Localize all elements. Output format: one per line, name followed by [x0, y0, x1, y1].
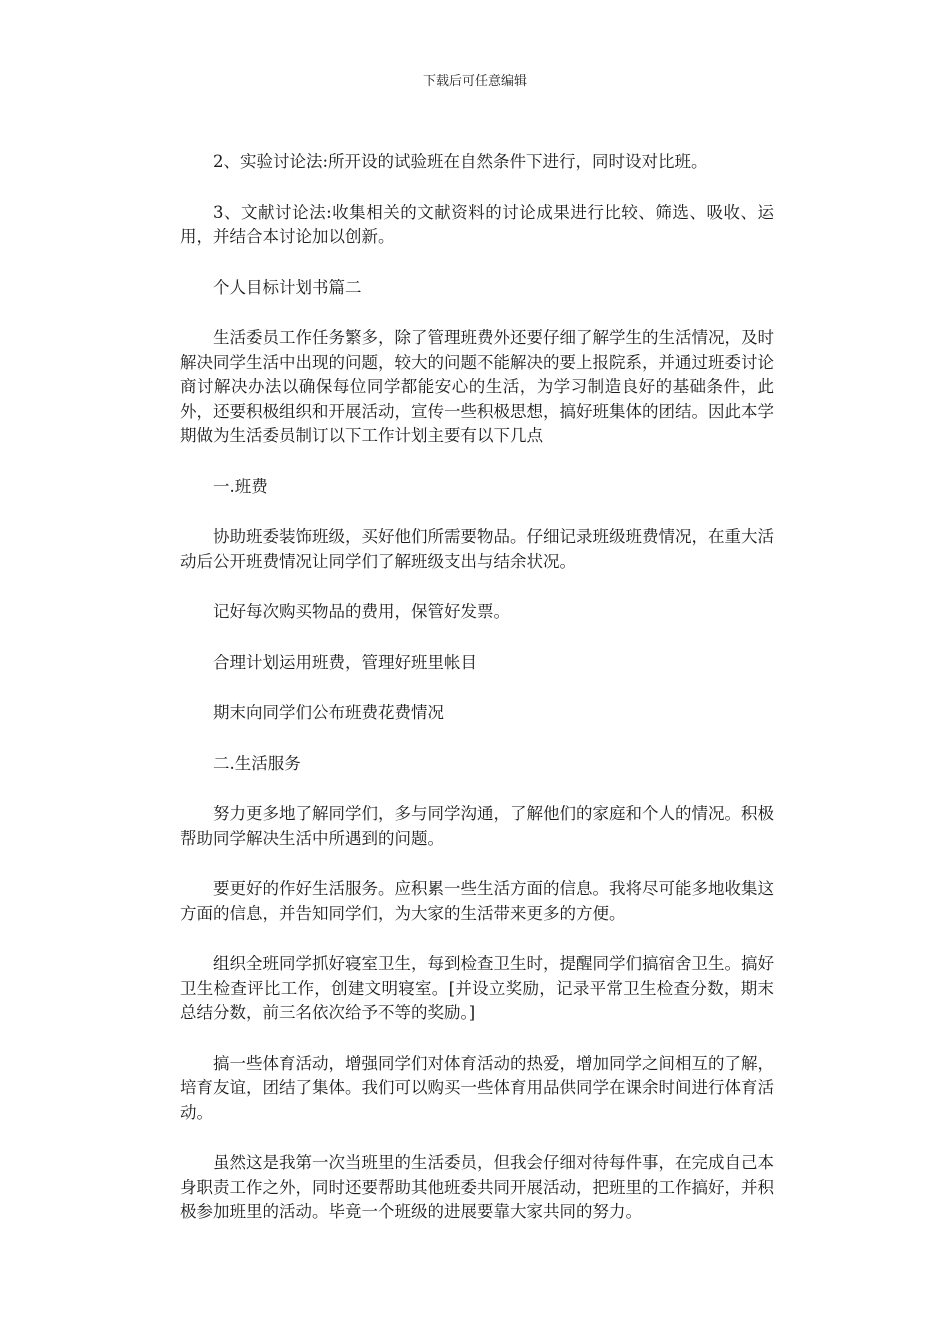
heading-life-service: 二.生活服务	[213, 753, 301, 773]
life-service-paragraph-1: 努力更多地了解同学们，多与同学沟通，了解他们的家庭和个人的情况。积极帮助同学解决生活中所遇到的问题。	[180, 804, 774, 848]
method-item-2: 2、实验讨论法:所开设的试验班在自然条件下进行，同时设对比班。	[213, 152, 708, 171]
class-fee-paragraph-1: 协助班委装饰班级，买好他们所需要物品。仔细记录班级班费情况，在重大活动后公开班费情况让同学们了解班级支出与结余状况。	[180, 527, 774, 571]
document-body	[180, 150, 774, 1251]
heading-class-fee: 一.班费	[213, 476, 268, 496]
class-fee-paragraph-3: 合理计划运用班费，管理好班里帐目	[213, 652, 477, 672]
closing-paragraph: 虽然这是我第一次当班里的生活委员，但我会仔细对待每件事，在完成自己本身职责工作之外，同时还要帮助其他班委共同开展活动，把班里的工作搞好，并积极参加班里的活动。毕竟一个班级的进展要靠大家共同的努力。	[180, 1153, 774, 1221]
page-header: 下载后可任意编辑	[422, 74, 527, 89]
class-fee-paragraph-2: 记好每次购买物品的费用，保管好发票。	[213, 602, 510, 621]
life-service-paragraph-4: 搞一些体育活动，增强同学们对体育活动的热爱，增加同学之间相互的了解，培育友谊，团结了集体。我们可以购买一些体育用品供同学在课余时间进行体育活动。	[180, 1053, 774, 1122]
method-item-3: 3、文献讨论法:收集相关的文献资料的讨论成果进行比较、筛选、吸收、运用，并结合本讨论加以创新。	[180, 202, 774, 246]
class-fee-paragraph-4: 期末向同学们公布班费花费情况	[213, 703, 444, 722]
life-service-paragraph-2: 要更好的作好生活服务。应积累一些生活方面的信息。我将尽可能多地收集这方面的信息，并告知同学们，为大家的生活带来更多的方便。	[180, 879, 774, 923]
life-service-paragraph-3: 组织全班同学抓好寝室卫生，每到检查卫生时，提醒同学们搞宿舍卫生。搞好卫生检查评比工作，创建文明寝室。[并设立奖励，记录平常卫生检查分数，期末总结分数，前三名依次给予不等的奖励。]	[180, 954, 774, 1022]
section-title: 个人目标计划书篇二	[213, 277, 362, 297]
intro-paragraph: 生活委员工作任务繁多，除了管理班费外还要仔细了解学生的生活情况，及时解决同学生活中出现的问题，较大的问题不能解决的要上报院系，并通过班委讨论商讨解决办法以确保每位同学都能安心的生活，为学习制造良好的基础条件，此外，还要积极组织和开展活动，宣传一些积极思想，搞好班集体的团结。因此本学期做为生活委员制订以下工作计划主要有以下几点	[180, 328, 774, 445]
